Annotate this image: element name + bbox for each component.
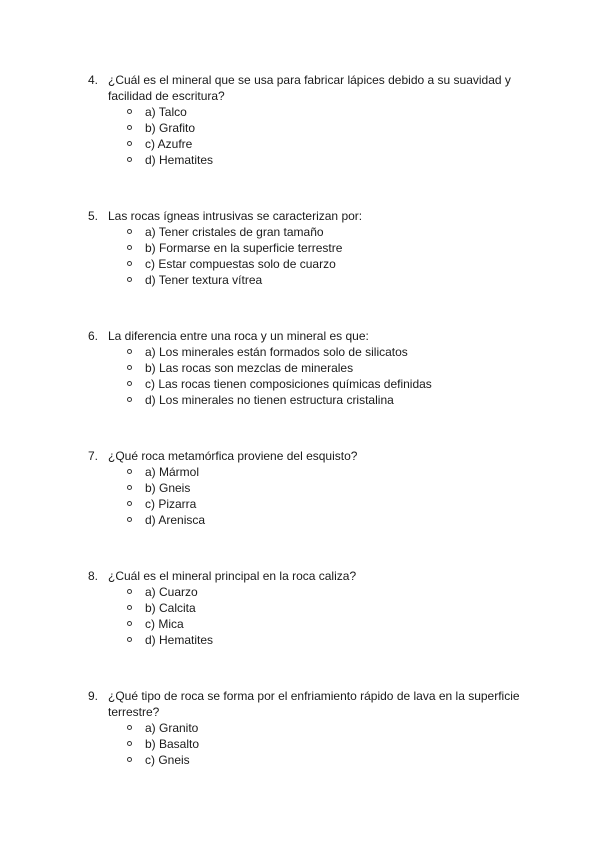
option-text: b) Calcita [145,601,196,615]
option-item [0,344,600,360]
option-item [0,752,600,768]
question-number: 9. [88,689,99,703]
question-text: ¿Qué roca metamórfica proviene del esquisto? [108,449,358,463]
option-list [0,464,600,528]
option-item [0,392,600,408]
question-5 [0,208,600,288]
option-item [0,464,600,480]
option-item [0,720,600,736]
option-item [0,376,600,392]
question-9 [0,688,600,768]
circle-bullet-icon [127,725,132,730]
question-prompt [0,568,600,584]
question-number: 8. [88,569,99,583]
option-item [0,152,600,168]
circle-bullet-icon [127,485,132,490]
circle-bullet-icon [127,469,132,474]
circle-bullet-icon [127,605,132,610]
circle-bullet-icon [127,125,132,130]
option-list [0,584,600,648]
option-item [0,584,600,600]
question-4 [0,72,600,168]
question-prompt [0,688,600,720]
option-text: c) Azufre [145,137,193,151]
option-text: c) Gneis [145,753,190,767]
question-prompt [0,448,600,464]
option-item [0,736,600,752]
option-item [0,120,600,136]
option-text: a) Cuarzo [145,585,198,599]
option-item [0,224,600,240]
option-item [0,632,600,648]
circle-bullet-icon [127,349,132,354]
question-number: 7. [88,449,99,463]
question-text: ¿Cuál es el mineral que se usa para fabricar lápices debido a su suavidad y facilidad de escritura? [108,73,511,103]
circle-bullet-icon [127,229,132,234]
option-text: c) Mica [145,617,184,631]
option-item [0,272,600,288]
option-list [0,344,600,408]
circle-bullet-icon [127,157,132,162]
option-item [0,512,600,528]
question-8 [0,568,600,648]
circle-bullet-icon [127,245,132,250]
option-text: d) Hematites [145,153,214,167]
option-list [0,720,600,768]
question-prompt [0,208,600,224]
circle-bullet-icon [127,741,132,746]
option-list [0,104,600,168]
option-text: c) Estar compuestas solo de cuarzo [145,257,336,271]
option-item [0,480,600,496]
option-text: b) Gneis [145,481,191,495]
question-text: Las rocas ígneas intrusivas se caracterizan por: [108,209,363,223]
option-item [0,136,600,152]
circle-bullet-icon [127,261,132,266]
circle-bullet-icon [127,637,132,642]
circle-bullet-icon [127,365,132,370]
option-text: a) Talco [145,105,187,119]
question-prompt [0,328,600,344]
option-text: d) Tener textura vítrea [145,273,263,287]
option-item [0,616,600,632]
option-text: b) Las rocas son mezclas de minerales [145,361,354,375]
option-item [0,600,600,616]
option-item [0,256,600,272]
question-prompt [0,72,600,104]
option-text: d) Hematites [145,633,214,647]
option-list [0,224,600,288]
circle-bullet-icon [127,757,132,762]
option-text: b) Formarse en la superficie terrestre [145,241,343,255]
question-6 [0,328,600,408]
option-text: b) Basalto [145,737,200,751]
circle-bullet-icon [127,381,132,386]
circle-bullet-icon [127,589,132,594]
option-text: c) Las rocas tienen composiciones químicas definidas [145,377,432,391]
option-text: a) Tener cristales de gran tamaño [145,225,324,239]
question-text: La diferencia entre una roca y un mineral es que: [108,329,369,343]
option-item [0,496,600,512]
option-text: b) Grafito [145,121,196,135]
circle-bullet-icon [127,277,132,282]
question-7 [0,448,600,528]
option-item [0,360,600,376]
option-text: c) Pizarra [145,497,197,511]
option-text: a) Granito [145,721,199,735]
circle-bullet-icon [127,397,132,402]
option-item [0,104,600,120]
question-number: 4. [88,73,99,87]
question-number: 5. [88,209,99,223]
option-item [0,240,600,256]
option-text: a) Los minerales están formados solo de silicatos [145,345,408,359]
circle-bullet-icon [127,141,132,146]
question-text: ¿Cuál es el mineral principal en la roca caliza? [108,569,357,583]
circle-bullet-icon [127,621,132,626]
question-text: ¿Qué tipo de roca se forma por el enfriamiento rápido de lava en la superficie terrestre? [108,689,520,719]
question-number: 6. [88,329,99,343]
option-text: d) Los minerales no tienen estructura cristalina [145,393,394,407]
option-text: d) Arenisca [145,513,206,527]
circle-bullet-icon [127,517,132,522]
circle-bullet-icon [127,501,132,506]
option-text: a) Mármol [145,465,200,479]
circle-bullet-icon [127,109,132,114]
